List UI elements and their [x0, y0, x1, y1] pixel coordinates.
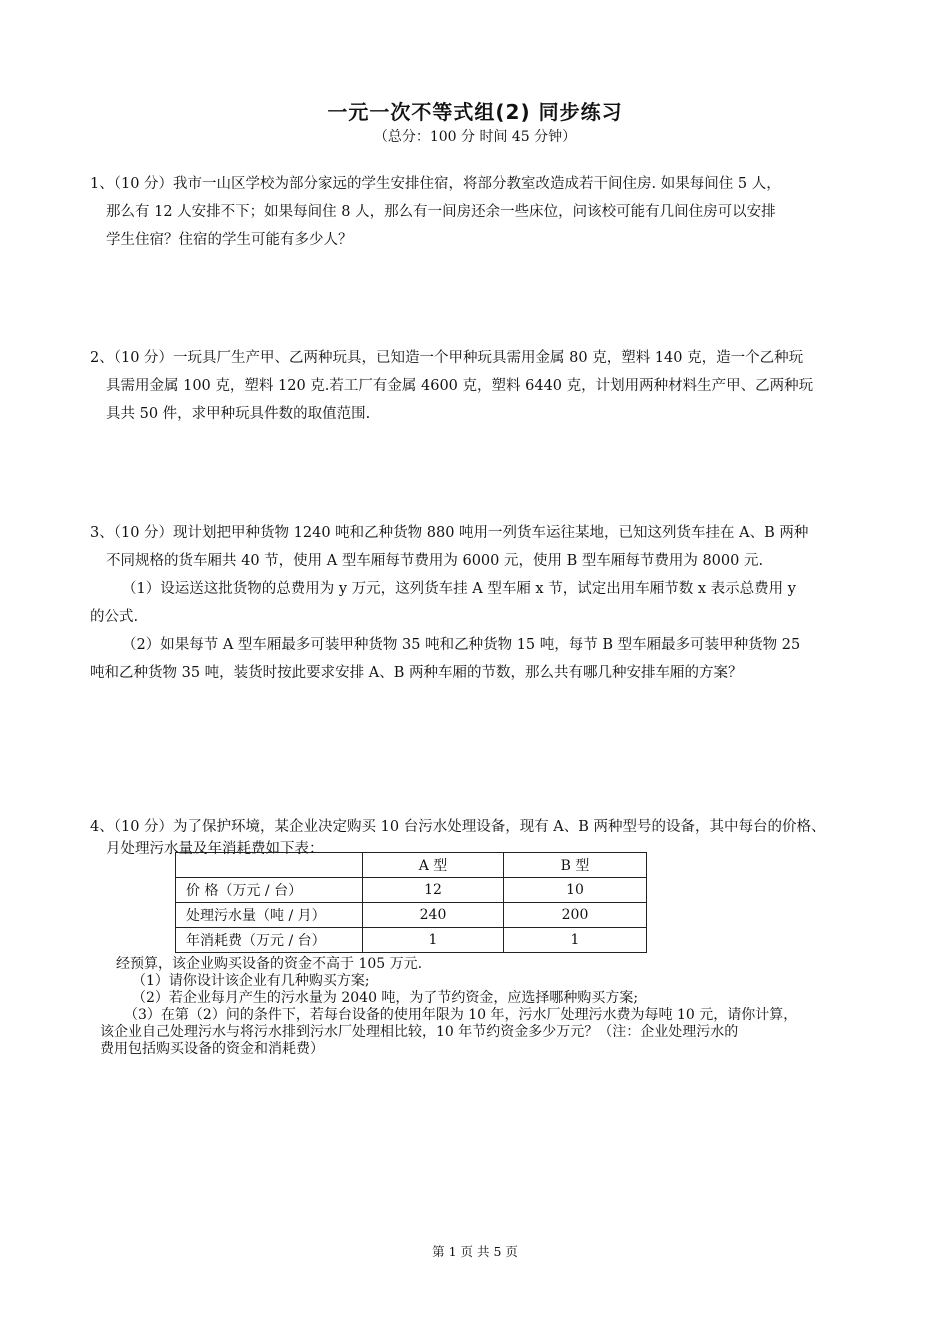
table-cell: [176, 853, 363, 878]
q1-line: 学生住宿？住宿的学生可能有多少人？: [106, 232, 353, 248]
page-subtitle: （总分：100 分 时间 45 分钟）: [373, 129, 577, 145]
q4-line: 该企业自己处理污水与将污水排到污水厂处理相比较，10 年节约资金多少万元？（注：企业处理污水的: [100, 1024, 739, 1040]
q4-part3: （3）在第（2）问的条件下，若每台设备的使用年限为 10 年，污水厂处理污水费为每吨 10 元，请你计算，: [124, 1007, 798, 1023]
q3-line: 不同规格的货车厢共 40 节，使用 A 型车厢每节费用为 6000 元，使用 B 型车厢每节费用为 8000 元.: [106, 553, 764, 569]
page-footer: 第 1 页 共 5 页: [432, 1244, 518, 1259]
q3-part1: （1）设运送这批货物的总费用为 y 万元，这列货车挂 A 型车厢 x 节，试定出用车厢节数 x 表示总费用 y: [122, 581, 796, 597]
table-cell: 1: [363, 928, 504, 953]
table-row: [176, 878, 647, 903]
q2-line: 2、（10 分）一玩具厂生产甲、乙两种玩具，已知造一个甲种玩具需用金属 80 克，塑料 140 克，造一个乙种玩: [90, 350, 804, 366]
question-2: [90, 344, 870, 428]
equipment-table: [175, 852, 647, 953]
table-header-row: [176, 853, 647, 878]
table-cell: A 型: [363, 853, 504, 878]
table-cell: B 型: [504, 853, 647, 878]
table-cell: 年消耗费（万元 / 台）: [176, 928, 363, 953]
q4-part2: （2）若企业每月产生的污水量为 2040 吨，为了节约资金，应选择哪种购买方案;: [132, 990, 639, 1006]
q1-line: 1、（10 分）我市一山区学校为部分家远的学生安排住宿，将部分教室改造成若干间住房. 如果每间住 5 人，: [90, 176, 781, 192]
table-row: [176, 928, 647, 953]
q2-line: 具需用金属 100 克，塑料 120 克.若工厂有金属 4600 克，塑料 6440 克，计划用两种材料生产甲、乙两种玩: [106, 378, 814, 394]
question-3: [90, 519, 870, 687]
q4-line: 4、（10 分）为了保护环境，某企业决定购买 10 台污水处理设备，现有 A、B 两种型号的设备，其中每台的价格、: [90, 819, 826, 835]
table-cell: 240: [363, 903, 504, 928]
q4-budget: 经预算，该企业购买设备的资金不高于 105 万元.: [116, 956, 423, 972]
question-4-parts: [100, 956, 880, 1058]
q4-part1: （1）请你设计该企业有几种购买方案;: [132, 973, 370, 989]
question-1: [90, 170, 870, 254]
q3-line: 的公式.: [90, 609, 139, 625]
q4-line: 费用包括购买设备的资金和消耗费）: [100, 1041, 324, 1057]
q1-line: 那么有 12 人安排不下；如果每间住 8 人，那么有一间房还余一些床位，问该校可能有几间住房可以安排: [106, 204, 776, 220]
table-cell: 200: [504, 903, 647, 928]
q3-line: 吨和乙种货物 35 吨，装货时按此要求安排 A、B 两种车厢的节数，那么共有哪几种安排车厢的方案？: [90, 665, 743, 681]
table-row: [176, 903, 647, 928]
table-cell: 1: [504, 928, 647, 953]
page-title: 一元一次不等式组(2) 同步练习: [327, 100, 623, 124]
table-cell: 处理污水量（吨 / 月）: [176, 903, 363, 928]
q3-part2: （2）如果每节 A 型车厢最多可装甲种货物 35 吨和乙种货物 15 吨，每节 B 型车厢最多可装甲种货物 25: [122, 637, 801, 653]
q3-line: 3、（10 分）现计划把甲种货物 1240 吨和乙种货物 880 吨用一列货车运往某地，已知这列货车挂在 A、B 两种: [90, 525, 809, 541]
table-cell: 10: [504, 878, 647, 903]
table-cell: 价 格（万元 / 台）: [176, 878, 363, 903]
q2-line: 具共 50 件，求甲种玩具件数的取值范围.: [106, 406, 371, 422]
table-cell: 12: [363, 878, 504, 903]
q4-line: 月处理污水量及年消耗费如下表：: [106, 841, 324, 857]
